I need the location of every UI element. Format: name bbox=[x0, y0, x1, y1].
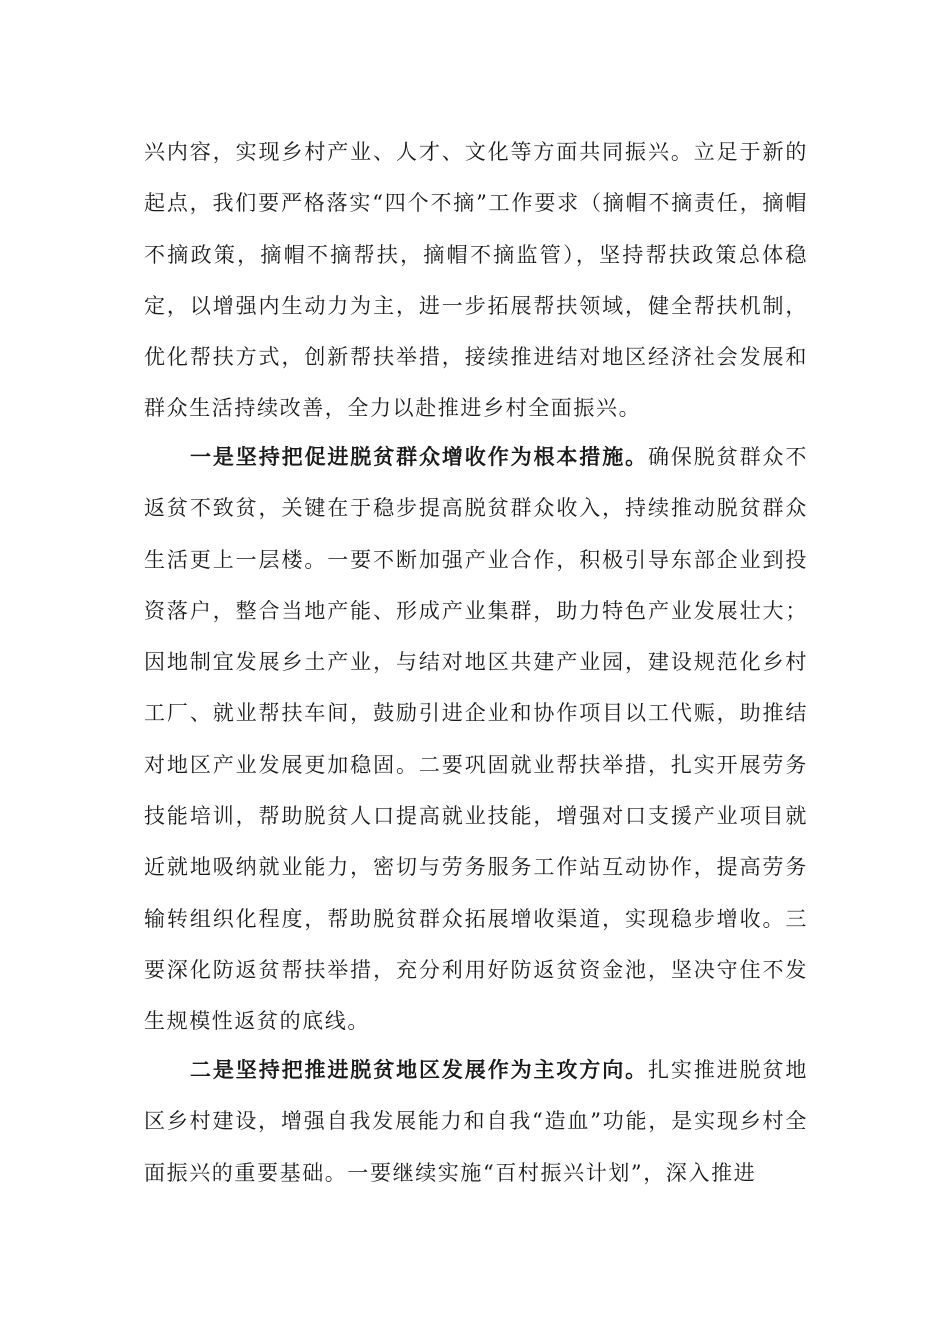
paragraph-3 bbox=[144, 1045, 808, 1199]
paragraph-2-text: 确保脱贫群众不返贫不致贫，关键在于稳步提高脱贫群众收入，持续推动脱贫群众生活更上一层楼。一要不断加强产业合作，积极引导东部企业到投资落户，整合当地产能、形成产业集群，助力特色产业发展壮大；因地制宜发展乡土产业，与结对地区共建产业园，建设规范化乡村工厂、就业帮扶车间，鼓励引进企业和协作项目以工代赈，助推结对地区产业发展更加稳固。二要巩固就业帮扶举措，扎实开展劳务技能培训，帮助脱贫人口提高就业技能，增强对口支援产业项目就近就地吸纳就业能力，密切与劳务服务工作站互动协作，提高劳务输转组织化程度，帮助脱贫群众拓展增收渠道，实现稳步增收。三要深化防返贫帮扶举措，充分利用好防返贫资金池，坚决守住不发生规模性返贫的底线。 bbox=[144, 445, 808, 1034]
paragraph-2-body bbox=[144, 432, 808, 1048]
paragraph-2 bbox=[144, 432, 808, 1048]
paragraph-1-text: 兴内容，实现乡村产业、人才、文化等方面共同振兴。立足于新的起点，我们要严格落实“四个不摘”工作要求（摘帽不摘责任，摘帽不摘政策，摘帽不摘帮扶，摘帽不摘监管），坚持帮扶政策总体稳定，以增强内生动力为主，进一步拓展帮扶领域，健全帮扶机制，优化帮扶方式，创新帮扶举措，接续推进结对地区经济社会发展和群众生活持续改善，全力以赴推进乡村全面振兴。 bbox=[144, 140, 808, 421]
paragraph-3-lead: 二是坚持把推进脱贫地区发展作为主攻方向。 bbox=[190, 1058, 648, 1082]
paragraph-1 bbox=[144, 127, 808, 435]
paragraph-3-body bbox=[144, 1045, 808, 1199]
paragraph-3-text: 扎实推进脱贫地区乡村建设，增强自我发展能力和自我“造血”功能，是实现乡村全面振兴的重要基础。一要继续实施“百村振兴计划”，深入推进 bbox=[144, 1058, 808, 1185]
paragraph-2-lead: 一是坚持把促进脱贫群众增收作为根本措施。 bbox=[190, 445, 648, 469]
